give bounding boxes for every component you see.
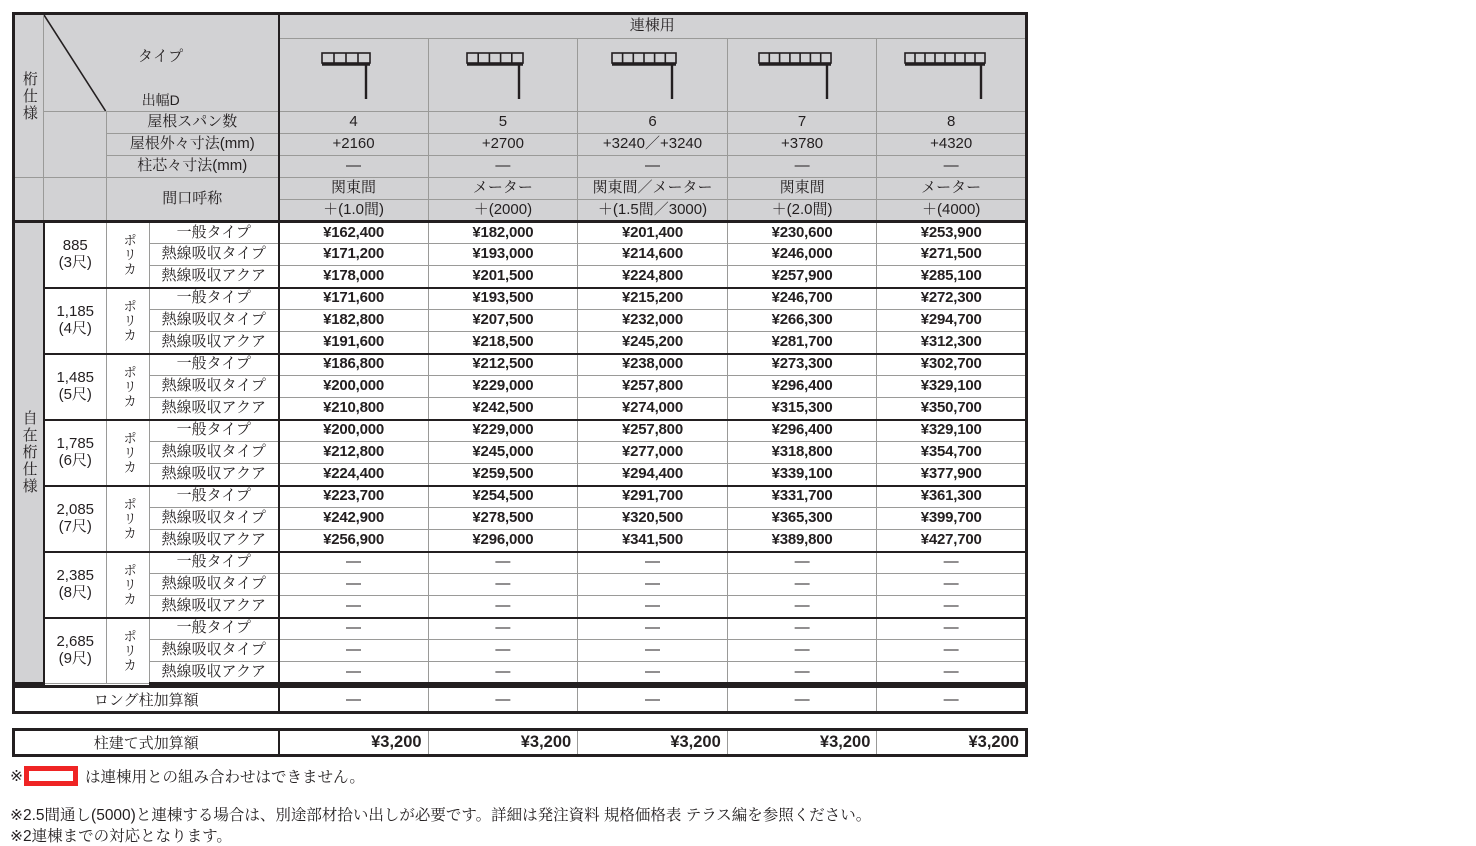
type-name-5-1: 熱線吸収タイプ <box>150 574 279 596</box>
depth-shaku-4: (7尺) <box>58 517 92 535</box>
long-post-surcharge-value-5: — <box>877 687 1027 713</box>
material-label-5 <box>107 552 150 618</box>
price-4-0-3: ¥331,700 <box>727 486 877 508</box>
price-6-1-0: — <box>279 640 429 662</box>
price-6-0-2: — <box>578 618 728 640</box>
maguchi-top-5: メーター <box>877 178 1027 200</box>
roof-outer-1: +2160 <box>279 134 429 156</box>
price-3-1-2: ¥277,000 <box>578 442 728 464</box>
price-1-0-4: ¥272,300 <box>877 288 1027 310</box>
price-6-0-3: — <box>727 618 877 640</box>
price-6-0-4: — <box>877 618 1027 640</box>
type-name-3-2: 熱線吸収アクア <box>150 464 279 486</box>
price-3-0-4: ¥329,100 <box>877 420 1027 442</box>
roof-outer-2: +2700 <box>428 134 578 156</box>
price-6-1-3: — <box>727 640 877 662</box>
price-2-0-3: ¥273,300 <box>727 354 877 376</box>
table-row <box>14 574 1027 596</box>
keta-spec-label: 桁仕様 <box>20 70 38 122</box>
price-2-0-1: ¥212,500 <box>428 354 578 376</box>
price-4-0-2: ¥291,700 <box>578 486 728 508</box>
header-row-maguchi-top <box>14 178 1027 200</box>
price-4-0-0: ¥223,700 <box>279 486 429 508</box>
price-1-2-0: ¥191,600 <box>279 332 429 354</box>
long-post-surcharge-table <box>12 685 1028 714</box>
price-6-1-2: — <box>578 640 728 662</box>
price-1-0-0: ¥171,600 <box>279 288 429 310</box>
maguchi-top-4: 関東間 <box>727 178 877 200</box>
price-0-0-4: ¥253,900 <box>877 222 1027 244</box>
label-maguchi: 間口呼称 <box>107 178 279 222</box>
price-5-1-1: — <box>428 574 578 596</box>
note-line-2 <box>10 804 871 827</box>
roof-icon-cell-4 <box>727 38 877 112</box>
post-center-1: — <box>279 156 429 178</box>
price-4-1-0: ¥242,900 <box>279 508 429 530</box>
depth-value-0: 885 <box>62 236 88 254</box>
material-label-4 <box>107 486 150 552</box>
material-polycarbonate-label: ポリカ <box>121 496 137 541</box>
depth-label-1 <box>44 288 107 354</box>
row-header-keta-spec <box>14 14 44 178</box>
price-3-2-0: ¥224,400 <box>279 464 429 486</box>
long-post-surcharge-value-1: — <box>279 687 429 713</box>
price-5-2-0: — <box>279 596 429 618</box>
price-0-2-0: ¥178,000 <box>279 266 429 288</box>
maguchi-bottom-5: ＋(4000) <box>877 200 1027 222</box>
dehaba-col-spacer <box>44 112 107 178</box>
note-redbox-row <box>10 765 365 787</box>
material-polycarbonate-label: ポリカ <box>121 364 137 409</box>
roof-icon-cell-3 <box>578 38 728 112</box>
price-6-0-1: — <box>428 618 578 640</box>
header-row-post-center <box>14 156 1027 178</box>
type-name-0-0: 一般タイプ <box>150 222 279 244</box>
table-row <box>14 288 1027 310</box>
price-4-2-3: ¥389,800 <box>727 530 877 552</box>
depth-shaku-3: (6尺) <box>58 451 92 469</box>
roof-icon-cell-1 <box>279 38 429 112</box>
standing-post-surcharge-value-4: ¥3,200 <box>727 730 877 756</box>
maguchi-bottom-1: ＋(1.0間) <box>279 200 429 222</box>
price-2-1-4: ¥329,100 <box>877 376 1027 398</box>
type-name-5-2: 熱線吸収アクア <box>150 596 279 618</box>
maguchi-bottom-3: ＋(1.5間／3000) <box>578 200 728 222</box>
price-6-2-0: — <box>279 662 429 684</box>
price-2-0-0: ¥186,800 <box>279 354 429 376</box>
price-2-1-3: ¥296,400 <box>727 376 877 398</box>
price-0-2-4: ¥285,100 <box>877 266 1027 288</box>
price-1-1-4: ¥294,700 <box>877 310 1027 332</box>
price-3-1-1: ¥245,000 <box>428 442 578 464</box>
price-3-0-0: ¥200,000 <box>279 420 429 442</box>
price-0-2-1: ¥201,500 <box>428 266 578 288</box>
material-polycarbonate-label: ポリカ <box>121 629 137 673</box>
table-row <box>14 310 1027 332</box>
post-center-5: — <box>877 156 1027 178</box>
depth-value-6: 2,685 <box>56 632 95 650</box>
standing-post-surcharge-table-wrapper <box>12 728 1025 757</box>
roof-outer-3: +3240／+3240 <box>578 134 728 156</box>
table-row <box>14 640 1027 662</box>
price-3-2-2: ¥294,400 <box>578 464 728 486</box>
type-name-6-0: 一般タイプ <box>150 618 279 640</box>
price-3-1-3: ¥318,800 <box>727 442 877 464</box>
price-2-2-4: ¥350,700 <box>877 398 1027 420</box>
corner-type-cell <box>44 14 279 112</box>
type-header-label: タイプ <box>137 48 184 65</box>
depth-value-4: 2,085 <box>56 500 95 518</box>
price-6-2-4: — <box>877 662 1027 684</box>
group-header-rentou: 連棟用 <box>279 14 1027 39</box>
maguchi-bottom-2: ＋(2000) <box>428 200 578 222</box>
price-2-1-1: ¥229,000 <box>428 376 578 398</box>
roof-icon-cell-5 <box>877 38 1027 112</box>
roof-outer-4: +3780 <box>727 134 877 156</box>
standing-post-surcharge-value-3: ¥3,200 <box>578 730 728 756</box>
depth-shaku-1: (4尺) <box>58 319 92 337</box>
price-1-2-4: ¥312,300 <box>877 332 1027 354</box>
price-5-0-2: — <box>578 552 728 574</box>
standing-post-surcharge-value-5: ¥3,200 <box>877 730 1027 756</box>
price-5-2-3: — <box>727 596 877 618</box>
depth-shaku-0: (3尺) <box>58 253 92 271</box>
price-5-1-3: — <box>727 574 877 596</box>
maguchi-bottom-4: ＋(2.0間) <box>727 200 877 222</box>
type-name-0-2: 熱線吸収アクア <box>150 266 279 288</box>
price-5-0-3: — <box>727 552 877 574</box>
price-3-2-3: ¥339,100 <box>727 464 877 486</box>
price-0-1-3: ¥246,000 <box>727 244 877 266</box>
price-1-0-1: ¥193,500 <box>428 288 578 310</box>
table-row <box>14 552 1027 574</box>
depth-value-2: 1,485 <box>56 368 95 386</box>
price-5-1-4: — <box>877 574 1027 596</box>
roof-6-span-icon <box>602 47 702 103</box>
price-5-0-4: — <box>877 552 1027 574</box>
post-center-4: — <box>727 156 877 178</box>
standing-post-surcharge-label: 柱建て式加算額 <box>14 730 279 756</box>
type-name-3-1: 熱線吸収タイプ <box>150 442 279 464</box>
table-row <box>14 662 1027 684</box>
price-4-0-1: ¥254,500 <box>428 486 578 508</box>
table-row <box>14 354 1027 376</box>
depth-label-2 <box>44 354 107 420</box>
material-label-6 <box>107 618 150 684</box>
roof-8-span-icon <box>895 47 1007 103</box>
price-3-1-0: ¥212,800 <box>279 442 429 464</box>
price-2-2-1: ¥242,500 <box>428 398 578 420</box>
label-roof-outer: 屋根外々寸法(mm) <box>107 134 279 156</box>
price-4-0-4: ¥361,300 <box>877 486 1027 508</box>
table-row <box>14 687 1027 713</box>
price-2-0-4: ¥302,700 <box>877 354 1027 376</box>
price-2-1-2: ¥257,800 <box>578 376 728 398</box>
table-row <box>14 530 1027 552</box>
material-label-1 <box>107 288 150 354</box>
price-4-2-2: ¥341,500 <box>578 530 728 552</box>
spec-col-spacer <box>14 178 44 222</box>
price-1-0-2: ¥215,200 <box>578 288 728 310</box>
type-name-1-1: 熱線吸収タイプ <box>150 310 279 332</box>
standing-post-surcharge-value-1: ¥3,200 <box>279 730 429 756</box>
price-0-0-3: ¥230,600 <box>727 222 877 244</box>
type-name-3-0: 一般タイプ <box>150 420 279 442</box>
price-5-0-0: — <box>279 552 429 574</box>
header-row-span-count <box>14 112 1027 134</box>
table-row <box>14 222 1027 244</box>
note-text-3: ※2連棟までの対応となります。 <box>10 828 232 845</box>
table-row <box>14 442 1027 464</box>
price-1-1-1: ¥207,500 <box>428 310 578 332</box>
price-0-2-3: ¥257,900 <box>727 266 877 288</box>
price-1-1-3: ¥266,300 <box>727 310 877 332</box>
long-post-surcharge-label: ロング柱加算額 <box>14 687 279 713</box>
jizai-keta-spec-label: 自在桁仕様 <box>20 410 38 495</box>
price-4-2-0: ¥256,900 <box>279 530 429 552</box>
depth-value-1: 1,185 <box>56 302 95 320</box>
price-5-2-2: — <box>578 596 728 618</box>
depth-shaku-5: (8尺) <box>58 583 92 601</box>
price-6-2-3: — <box>727 662 877 684</box>
type-name-6-2: 熱線吸収アクア <box>150 662 279 684</box>
price-4-2-4: ¥427,700 <box>877 530 1027 552</box>
table-row <box>14 244 1027 266</box>
price-6-1-4: — <box>877 640 1027 662</box>
type-name-0-1: 熱線吸収タイプ <box>150 244 279 266</box>
material-polycarbonate-label: ポリカ <box>121 298 137 343</box>
price-0-1-2: ¥214,600 <box>578 244 728 266</box>
header-row-roof-outer <box>14 134 1027 156</box>
span-count-2: 5 <box>428 112 578 134</box>
table-row <box>14 266 1027 288</box>
price-2-2-2: ¥274,000 <box>578 398 728 420</box>
price-0-0-0: ¥162,400 <box>279 222 429 244</box>
table-row <box>14 420 1027 442</box>
corner-diagonal-box <box>44 15 278 111</box>
roof-4-span-icon <box>308 47 400 103</box>
price-5-0-1: — <box>428 552 578 574</box>
price-3-2-1: ¥259,500 <box>428 464 578 486</box>
depth-value-3: 1,785 <box>56 434 95 452</box>
main-price-table-wrapper <box>12 12 1025 685</box>
post-center-2: — <box>428 156 578 178</box>
table-row <box>14 730 1027 756</box>
label-post-center: 柱芯々寸法(mm) <box>107 156 279 178</box>
price-2-1-0: ¥200,000 <box>279 376 429 398</box>
table-row <box>14 508 1027 530</box>
price-0-1-1: ¥193,000 <box>428 244 578 266</box>
price-6-2-1: — <box>428 662 578 684</box>
roof-icon-cell-2 <box>428 38 578 112</box>
type-name-1-2: 熱線吸収アクア <box>150 332 279 354</box>
price-0-1-4: ¥271,500 <box>877 244 1027 266</box>
long-post-surcharge-value-2: — <box>428 687 578 713</box>
dehaba-header-label: 出幅D <box>141 92 180 109</box>
long-post-surcharge-value-3: — <box>578 687 728 713</box>
material-label-2 <box>107 354 150 420</box>
type-name-4-1: 熱線吸収タイプ <box>150 508 279 530</box>
maguchi-top-2: メーター <box>428 178 578 200</box>
price-3-2-4: ¥377,900 <box>877 464 1027 486</box>
depth-label-3 <box>44 420 107 486</box>
type-name-2-2: 熱線吸収アクア <box>150 398 279 420</box>
price-5-1-2: — <box>578 574 728 596</box>
type-name-2-1: 熱線吸収タイプ <box>150 376 279 398</box>
price-3-0-2: ¥257,800 <box>578 420 728 442</box>
price-4-1-2: ¥320,500 <box>578 508 728 530</box>
roof-5-span-icon <box>457 47 549 103</box>
material-label-0 <box>107 222 150 288</box>
depth-shaku-6: (9尺) <box>58 649 92 667</box>
table-row <box>14 618 1027 640</box>
table-row <box>14 464 1027 486</box>
material-label-3 <box>107 420 150 486</box>
long-post-surcharge-table-wrapper <box>12 685 1025 714</box>
material-polycarbonate-label: ポリカ <box>121 233 137 277</box>
row-header-jizai-keta-spec <box>14 222 44 684</box>
price-1-2-2: ¥245,200 <box>578 332 728 354</box>
price-6-2-2: — <box>578 662 728 684</box>
span-count-3: 6 <box>578 112 728 134</box>
price-1-2-3: ¥281,700 <box>727 332 877 354</box>
table-row <box>14 398 1027 420</box>
table-row <box>14 596 1027 618</box>
price-1-2-1: ¥218,500 <box>428 332 578 354</box>
maguchi-top-1: 関東間 <box>279 178 429 200</box>
price-5-2-1: — <box>428 596 578 618</box>
type-name-4-2: 熱線吸収アクア <box>150 530 279 552</box>
price-1-0-3: ¥246,700 <box>727 288 877 310</box>
price-1-1-2: ¥232,000 <box>578 310 728 332</box>
price-3-1-4: ¥354,700 <box>877 442 1027 464</box>
price-1-1-0: ¥182,800 <box>279 310 429 332</box>
depth-label-4 <box>44 486 107 552</box>
type-name-4-0: 一般タイプ <box>150 486 279 508</box>
price-3-0-1: ¥229,000 <box>428 420 578 442</box>
post-center-3: — <box>578 156 728 178</box>
price-4-1-3: ¥365,300 <box>727 508 877 530</box>
note-text-2: ※2.5間通し(5000)と連棟する場合は、別途部材拾い出しが必要です。詳細は発注資料 規格価格表 テラス編を参照ください。 <box>10 807 872 824</box>
note-mark-1: ※ <box>10 767 23 785</box>
label-span-count: 屋根スパン数 <box>107 112 279 134</box>
table-row <box>14 332 1027 354</box>
standing-post-surcharge-value-2: ¥3,200 <box>428 730 578 756</box>
price-5-1-0: — <box>279 574 429 596</box>
dehaba-col-spacer-2 <box>44 178 107 222</box>
type-name-6-1: 熱線吸収タイプ <box>150 640 279 662</box>
price-0-0-1: ¥182,000 <box>428 222 578 244</box>
red-box-legend-icon <box>24 766 78 786</box>
price-2-2-0: ¥210,800 <box>279 398 429 420</box>
type-name-1-0: 一般タイプ <box>150 288 279 310</box>
price-6-1-1: — <box>428 640 578 662</box>
depth-shaku-2: (5尺) <box>58 385 92 403</box>
price-0-2-2: ¥224,800 <box>578 266 728 288</box>
price-5-2-4: — <box>877 596 1027 618</box>
main-price-table <box>12 12 1028 685</box>
price-3-0-3: ¥296,400 <box>727 420 877 442</box>
price-0-1-0: ¥171,200 <box>279 244 429 266</box>
span-count-4: 7 <box>727 112 877 134</box>
depth-label-0 <box>44 222 107 288</box>
price-4-1-1: ¥278,500 <box>428 508 578 530</box>
roof-7-span-icon <box>749 47 855 103</box>
price-4-2-1: ¥296,000 <box>428 530 578 552</box>
price-2-0-2: ¥238,000 <box>578 354 728 376</box>
standing-post-surcharge-table <box>12 728 1028 757</box>
material-polycarbonate-label: ポリカ <box>121 562 137 607</box>
price-4-1-4: ¥399,700 <box>877 508 1027 530</box>
material-polycarbonate-label: ポリカ <box>121 430 137 475</box>
long-post-surcharge-value-4: — <box>727 687 877 713</box>
span-count-5: 8 <box>877 112 1027 134</box>
roof-outer-5: +4320 <box>877 134 1027 156</box>
note-line-3 <box>10 825 232 846</box>
price-0-0-2: ¥201,400 <box>578 222 728 244</box>
type-name-5-0: 一般タイプ <box>150 552 279 574</box>
table-row <box>14 376 1027 398</box>
note-redbox-text: は連棟用との組み合わせはできません。 <box>85 769 365 786</box>
header-row-group <box>14 14 1027 39</box>
depth-value-5: 2,385 <box>56 566 95 584</box>
type-name-2-0: 一般タイプ <box>150 354 279 376</box>
table-row <box>14 486 1027 508</box>
span-count-1: 4 <box>279 112 429 134</box>
price-6-0-0: — <box>279 618 429 640</box>
depth-label-6 <box>44 618 107 684</box>
maguchi-top-3: 関東間／メーター <box>578 178 728 200</box>
price-2-2-3: ¥315,300 <box>727 398 877 420</box>
depth-label-5 <box>44 552 107 618</box>
